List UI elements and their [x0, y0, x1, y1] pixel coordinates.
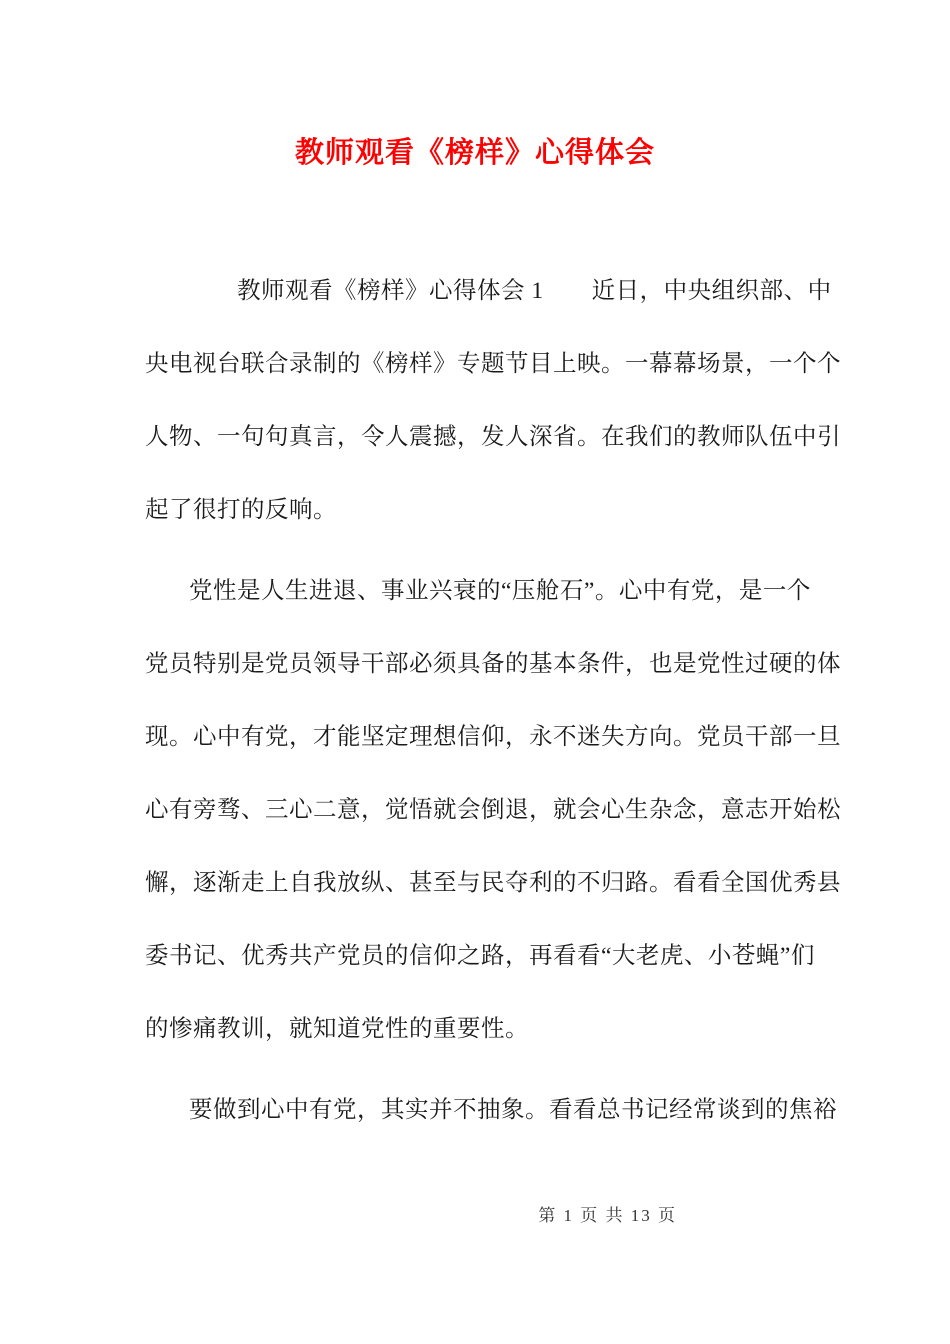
- document-title: 教师观看《榜样》心得体会: [294, 137, 655, 169]
- page-footer: [0, 1203, 677, 1229]
- text-line: 人物、一句句真言，令人震撼，发人深省。在我们的教师队伍中引: [145, 424, 841, 450]
- text-line: 心有旁骛、三心二意，觉悟就会倒退，就会心生杂念，意志开始松: [145, 797, 841, 823]
- text-line: 教师观看《榜样》心得体会 1 近日，中央组织部、中: [189, 278, 832, 304]
- paragraph: [145, 1074, 838, 1147]
- paragraph: [145, 555, 841, 1066]
- text-line: 党性是人生进退、事业兴衰的“压舱石”。心中有党，是一个: [189, 578, 811, 604]
- text-line: 要做到心中有党，其实并不抽象。看看总书记经常谈到的焦裕: [189, 1097, 837, 1123]
- paragraph: [145, 255, 841, 547]
- text-line: 懈，逐渐走上自我放纵、甚至与民夺利的不归路。看看全国优秀县: [145, 870, 841, 896]
- text-line: 现。心中有党，才能坚定理想信仰，永不迷失方向。党员干部一旦: [145, 724, 841, 750]
- page-indicator: 第 1 页 共 13 页: [538, 1206, 677, 1225]
- text-line: 党员特别是党员领导干部必须具备的基本条件，也是党性过硬的体: [145, 651, 841, 677]
- document-body: [0, 255, 950, 1147]
- text-line: 起了很打的反响。: [145, 497, 337, 523]
- text-line: 的惨痛教训，就知道党性的重要性。: [145, 1016, 529, 1042]
- text-line: 委书记、优秀共产党员的信仰之路，再看看“大老虎、小苍蝇”们: [145, 943, 815, 969]
- text-line: 央电视台联合录制的《榜样》专题节目上映。一幕幕场景，一个个: [145, 351, 841, 377]
